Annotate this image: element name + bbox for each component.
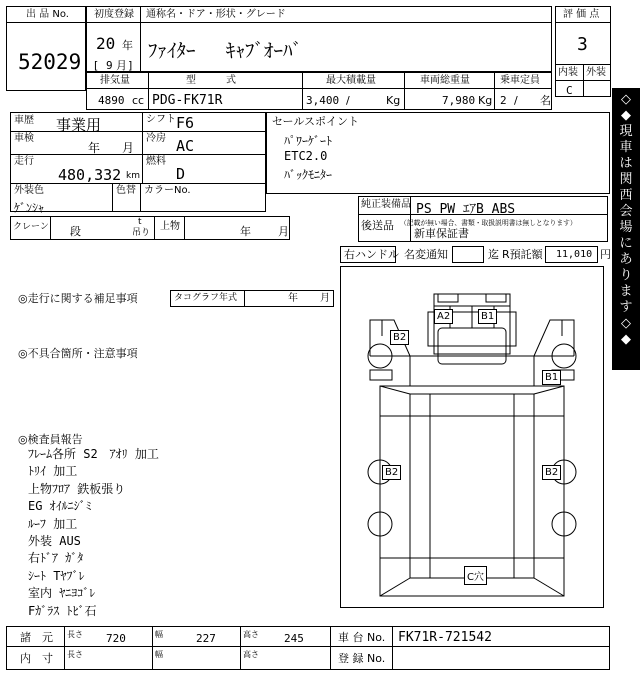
shift-value: F6 xyxy=(176,114,195,132)
inspector-line: ﾄﾘｲ 加工 xyxy=(28,464,78,479)
damage-mark: B2 xyxy=(542,465,561,480)
inspector-line: ｼｰﾄ Tﾔﾌﾞﾚ xyxy=(28,568,85,583)
inner-width-label: 幅 xyxy=(155,650,163,659)
max-load-unit: Kg xyxy=(386,94,401,107)
first-reg-label: 初度登録 xyxy=(94,9,134,20)
inspector-line: EG ｵｲﾙﾆｼﾞﾐ xyxy=(28,499,92,514)
damage-mark: C穴 xyxy=(464,566,487,585)
inspector-line: 右ﾄﾞｱ ｶﾞﾀ xyxy=(28,551,84,566)
max-load-label: 最大積載量 xyxy=(326,75,376,86)
name-change-label: 名変通知 xyxy=(404,248,448,261)
height-label: 高さ xyxy=(243,630,259,639)
crane-label: クレーン xyxy=(13,222,49,232)
recycle-label: R預託額 xyxy=(502,248,543,261)
reg-year: 20 xyxy=(96,34,116,53)
inspector-line: 上物ﾌﾛｱ 鉄板張り xyxy=(28,481,126,496)
shift-label: シフト xyxy=(146,114,176,125)
inspection-year-unit: 年 xyxy=(88,141,101,155)
crane-year: 年 xyxy=(240,225,251,238)
inner-length-label: 長さ xyxy=(67,650,83,659)
length-value: 720 xyxy=(106,632,126,645)
color-value: ｹﾞﾝｼｬ xyxy=(14,201,45,215)
width-label: 幅 xyxy=(155,630,163,639)
lot-label: 出 品 No. xyxy=(26,9,69,20)
gross-weight-value: 7,980 xyxy=(442,94,476,107)
displacement-unit: cc xyxy=(132,94,145,107)
damage-mark: B1 xyxy=(542,370,561,385)
score-label: 評 価 点 xyxy=(563,9,600,20)
sales-point-1: ﾊﾟﾜｰｹﾞｰﾄ xyxy=(284,134,333,148)
inspector-line: ﾌﾚｰﾑ各所 S2 ｱｵﾘ 加工 xyxy=(28,447,159,461)
size-label: 諸 元 xyxy=(20,631,53,644)
location-banner: ◇ ◆ 現 車 は 関 西 会 場 に あ り ま す ◇ ◆ xyxy=(612,88,640,370)
capacity-label: 乗車定員 xyxy=(500,75,540,86)
crane-ton: t xyxy=(138,217,142,227)
history-box xyxy=(10,112,266,212)
inspector-line: ﾙｰﾌ 加工 xyxy=(28,516,78,531)
fuel-value: D xyxy=(176,165,186,183)
standard-equipment-value: PS PW ｴｱB ABS xyxy=(416,202,516,217)
rhd-label: 右ハンドル xyxy=(344,248,399,261)
sales-point-2: ETC2.0 xyxy=(284,149,328,163)
inspector-label: ◎検査員報告 xyxy=(18,433,83,446)
damage-mark: B2 xyxy=(382,465,401,480)
inspection-label: 車検 xyxy=(14,133,34,144)
tacho-month: 月 xyxy=(320,293,330,304)
docs-label: 後送品 xyxy=(361,219,394,232)
tacho-year: 年 xyxy=(288,293,298,304)
interior-label: 内装 xyxy=(558,67,578,78)
mileage-unit: km xyxy=(126,171,140,181)
truck-diagram xyxy=(340,266,604,608)
inspector-report xyxy=(28,446,159,620)
mileage-value: 480,332 xyxy=(58,166,122,184)
damage-mark: B1 xyxy=(478,309,497,324)
inspector-line: 室内 ﾔﾆﾖｺﾞﾚ xyxy=(28,586,96,601)
score-value: 3 xyxy=(577,34,588,55)
recycle-value: 11,010 xyxy=(556,249,593,260)
car-name: ﾌｧｲﾀｰ ｷｬﾌﾞｵｰﾊﾞ xyxy=(148,40,302,62)
chassis-value: FK71R-721542 xyxy=(398,630,492,645)
inspection-month-unit: 月 xyxy=(122,141,135,155)
name-change-box xyxy=(452,246,484,263)
tacho-label: タコグラフ年式 xyxy=(174,293,238,303)
model-value: PDG-FK71R xyxy=(152,93,223,108)
crane-month: 月 xyxy=(278,225,289,238)
color-no-label: カラーNo. xyxy=(144,185,191,196)
width-value: 227 xyxy=(196,632,216,645)
dimensions-box xyxy=(6,626,610,670)
docs-value: 新車保証書 xyxy=(414,227,469,240)
chassis-label: 車 台 No. xyxy=(338,631,386,644)
reg-month-unit: 月 xyxy=(116,59,127,72)
height-value: 245 xyxy=(284,632,304,645)
damage-mark: A2 xyxy=(434,309,453,324)
fuel-label: 燃料 xyxy=(146,156,166,167)
gross-weight-label: 車両総重量 xyxy=(420,75,470,86)
crane-hoist: 吊り xyxy=(132,228,151,238)
ac-value: AC xyxy=(176,137,195,155)
defects-label: ◎不具合箇所・注意事項 xyxy=(18,347,138,360)
docs-note: （記載が無い場合、書類・取扱説明書は無しとなります） xyxy=(400,219,577,227)
sales-point-3: ﾊﾞｯｸﾓﾆﾀｰ xyxy=(284,168,333,182)
reg-year-unit: 年 xyxy=(122,39,133,52)
lot-number: 52029 xyxy=(18,50,82,74)
model-grade-label: 通称名・ドア・形状・グレード xyxy=(146,9,286,20)
crane-top-label: 上物 xyxy=(160,221,180,232)
model-label: 型 式 xyxy=(186,75,236,86)
interior-grade: C xyxy=(566,84,573,97)
smoking-label: 迄 xyxy=(488,248,499,261)
interior-size-label: 内 寸 xyxy=(20,652,53,665)
reg-month: 9 xyxy=(106,59,113,72)
recycle-unit: 円 xyxy=(600,248,611,261)
mileage-label: 走行 xyxy=(14,156,34,167)
displacement-value: 4890 xyxy=(98,94,125,107)
ac-label: 冷房 xyxy=(146,133,166,144)
displacement-label: 排気量 xyxy=(100,75,130,86)
max-load-value: 3,400 xyxy=(306,94,340,107)
color-change-label: 色替 xyxy=(116,185,136,196)
history-label: 車歴 xyxy=(14,115,34,126)
reg-no-label: 登 録 No. xyxy=(338,652,386,665)
exterior-label: 外装 xyxy=(586,67,606,78)
inner-height-label: 高さ xyxy=(243,650,259,659)
capacity-unit: 名 xyxy=(540,94,551,107)
color-label: 外装色 xyxy=(14,185,44,196)
length-label: 長さ xyxy=(67,630,83,639)
capacity-value: 2 xyxy=(500,94,507,107)
inspector-line: Fｶﾞﾗｽ ﾄﾋﾞ石 xyxy=(28,603,97,618)
sales-points-label: セールスポイント xyxy=(272,115,360,128)
standard-equipment-label: 純正装備品 xyxy=(361,199,411,210)
crane-stage: 段 xyxy=(70,225,81,238)
gross-weight-unit: Kg xyxy=(478,94,493,107)
history-value: 事業用 xyxy=(56,116,102,134)
driving-notes-label: ◎走行に関する補足事項 xyxy=(18,292,138,305)
inspector-line: 外装 AUS xyxy=(28,534,81,549)
damage-mark: B2 xyxy=(390,330,409,345)
